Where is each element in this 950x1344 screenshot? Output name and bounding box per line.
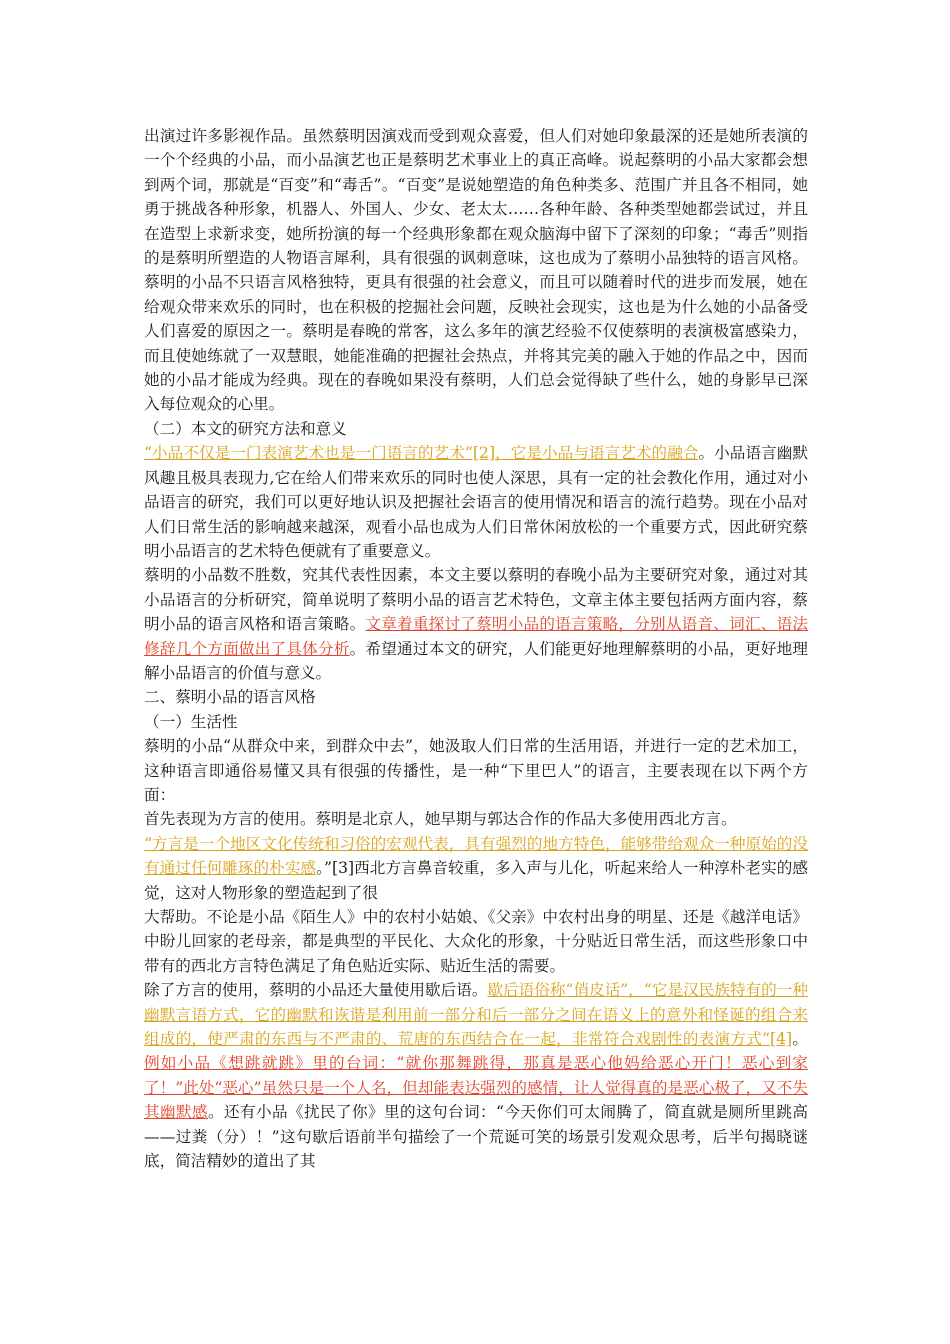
chapter-heading-style: 二、蔡明小品的语言风格 bbox=[144, 688, 316, 707]
paragraph-text: 。 bbox=[792, 1030, 808, 1049]
highlight-dialect-quote: “方言是一个地区文化传统和习俗的宏观代表，具有强烈的地方特色，能够带给观众一种原始的没有通过任何雕琢的朴实感 bbox=[144, 834, 808, 878]
document-page bbox=[144, 124, 808, 1173]
paragraph-text: 。”[3]西北方言鼻音较重，多入声与儿化，听起来给人一种淳朴老实的感觉，这对人物形象的塑造起到了很 bbox=[144, 859, 808, 902]
paragraph-dialect-quote bbox=[144, 832, 808, 905]
section-heading-life: （一）生活性 bbox=[144, 712, 238, 731]
paragraph-xiehouyu bbox=[144, 978, 808, 1173]
paragraph-dialect: 首先表现为方言的使用。蔡明是北京人，她早期与郭达合作的作品大多使用西北方言。 bbox=[144, 810, 737, 829]
section-heading-methods: （二）本文的研究方法和意义 bbox=[144, 419, 347, 438]
paragraph-intro: 出演过许多影视作品。虽然蔡明因演戏而受到观众喜爱，但人们对她印象最深的还是她所表演的一个个经典的小品，而小品演艺也正是蔡明艺术事业上的真正高峰。说起蔡明的小品大家都会想到两个词，那就是“百变”和“毒舌”。“百变”是说她塑造的角色种类多、范围广并且各不相同，她勇于挑战各种形象，机器人、外国人、少女、老太太……各种年龄、各种类型她都尝试过，并且在造型上求新求变，她所扮演的每一个经典形象都在观众脑海中留下了深刻的印象；“毒舌”则指的是蔡明所塑造的人物语言犀利，具有很强的讽刺意味，这也成为了蔡明小品独特的语言风格。蔡明的小品不只语言风格独特，更具有很强的社会意义，而且可以随着时代的进步而发展，她在给观众带来欢乐的同时，也在积极的挖掘社会问题，反映社会现实，这也是为什么她的小品备受人们喜爱的原因之一。蔡明是春晚的常客，这么多年的演艺经验不仅使蔡明的表演极富感染力，而且使她练就了一双慧眼，她能准确的把握社会热点，并将其完美的融入于她的作品之中，因而她的小品才能成为经典。现在的春晚如果没有蔡明，人们总会觉得缺了些什么，她的身影早已深入每位观众的心里。 bbox=[144, 127, 808, 414]
paragraph-scope bbox=[144, 563, 808, 685]
paragraph-text: 。还有小品《扰民了你》里的这句台词：“今天你们可太闹腾了，简直就是厕所里跳高——过粪（分）！”这句歇后语前半句描绘了一个荒诞可笑的场景引发观众思考，后半句揭晓谜底，简洁精妙的道出了其 bbox=[144, 1103, 808, 1171]
paragraph-text: 。希望通过本文的研究，人们能更好地理解蔡明的小品，更好地理解小品语言的价值与意义。 bbox=[144, 639, 808, 682]
paragraph-life: 蔡明的小品“从群众中来，到群众中去”，她汲取人们日常的生活用语，并进行一定的艺术加工，这种语言即通俗易懂又具有很强的传播性，是一种“下里巴人”的语言，主要表现在以下两个方面： bbox=[144, 737, 808, 804]
highlight-quote: “小品不仅是一门表演艺术也是一门语言的艺术”[2]，它是小品与语言艺术的融合 bbox=[144, 444, 699, 463]
paragraph-significance bbox=[144, 441, 808, 563]
paragraph-text: 。小品语言幽默风趣且极具表现力,它在给人们带来欢乐的同时也使人深思，具有一定的社会教化作用，通过对小品语言的研究，我们可以更好地认识及把握社会语言的使用情况和语言的流行趋势。现在小品对人们日常生活的影响越来越深，观看小品也成为人们日常休闲放松的一个重要方式，因此研究蔡明小品语言的艺术特色便就有了重要意义。 bbox=[144, 444, 808, 560]
highlight-focus: 文章着重探讨了蔡明小品的语言策略，分别从语音、词汇、语法修辞几个方面做出了具体分析 bbox=[144, 615, 808, 658]
paragraph-text: 除了方言的使用，蔡明的小品还大量使用歇后语。 bbox=[144, 981, 488, 1000]
paragraph-examples: 大帮助。不论是小品《陌生人》中的农村小姑娘、《父亲》中农村出身的明星、还是《越洋电话》中盼儿回家的老母亲，都是典型的平民化、大众化的形象，十分贴近日常生活，而这些形象口中带有的西北方言特色满足了角色贴近实际、贴近生活的需要。 bbox=[144, 908, 808, 975]
highlight-example: 例如小品《想跳就跳》里的台词：“就你那舞跳得，那真是恶心他妈给恶心开门！恶心到家了！”此处“恶心”虽然只是一个人名，但却能表达强烈的感情，让人觉得真的是恶心极了，又不失其幽默感 bbox=[144, 1054, 808, 1122]
paragraph-text: 蔡明的小品数不胜数，究其代表性因素，本文主要以蔡明的春晚小品为主要研究对象，通过对其小品语言的分析研究，简单说明了蔡明小品的语言艺术特色，文章主体主要包括两方面内容，蔡明小品的语言风格和语言策略。 bbox=[144, 566, 808, 634]
highlight-xiehouyu-quote: 歇后语俗称“俏皮话”，“它是汉民族特有的一种幽默言语方式，它的幽默和诙谐是利用前一部分和后一部分之间在语义上的意外和怪诞的组合来组成的，使严肃的东西与不严肃的、荒唐的东西结合在一起，非常符合戏剧性的表演方式”[4] bbox=[144, 981, 808, 1049]
